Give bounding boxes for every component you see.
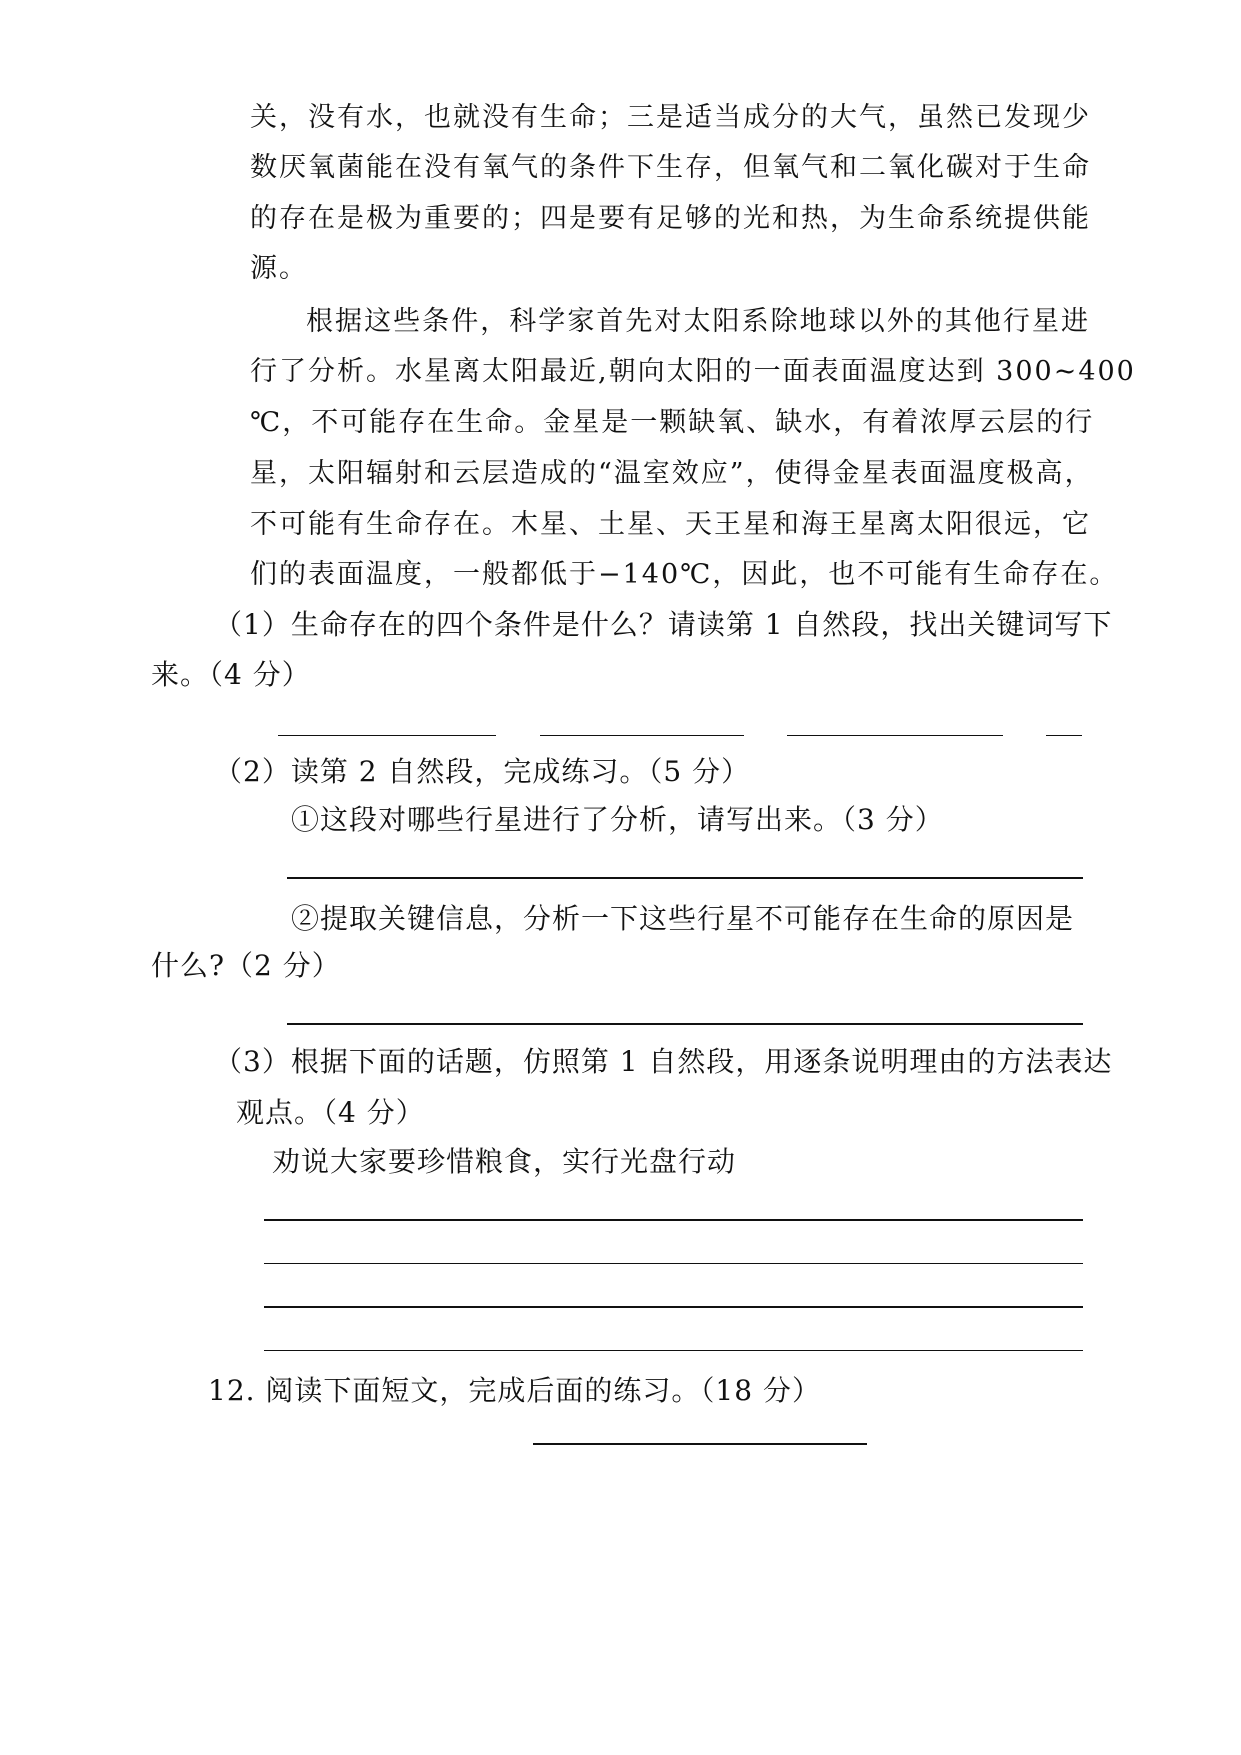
passage-line: 不可能有生命存在。木星、土星、天王星和海王星离太阳很远，它 bbox=[250, 509, 1091, 540]
question-3-topic: 劝说大家要珍惜粮食，实行光盘行动 bbox=[272, 1145, 737, 1178]
answer-blank[interactable] bbox=[278, 735, 496, 736]
passage-line: 星，太阳辐射和云层造成的“温室效应”，使得金星表面温度极高， bbox=[250, 458, 1094, 489]
passage-line: 根据这些条件，科学家首先对太阳系除地球以外的其他行星进 bbox=[306, 306, 1090, 337]
passage-line: ℃，不可能存在生命。金星是一颗缺氧、缺水，有着浓厚云层的行 bbox=[250, 407, 1095, 438]
question-1-text-cont: 来。（4 分） bbox=[151, 658, 311, 691]
question-1-text: （1）生命存在的四个条件是什么？请读第 1 自然段，找出关键词写下 bbox=[214, 608, 1113, 641]
answer-blank[interactable] bbox=[540, 735, 744, 736]
passage-line: 数厌氧菌能在没有氧气的条件下生存，但氧气和二氧化碳对于生命 bbox=[250, 152, 1091, 183]
question-3-text-cont: 观点。（4 分） bbox=[236, 1096, 425, 1129]
passage-line: 的存在是极为重要的；四是要有足够的光和热，为生命系统提供能 bbox=[250, 203, 1091, 234]
question-2-sub-2-cont: 什么?（2 分） bbox=[151, 949, 341, 982]
answer-line[interactable] bbox=[264, 1306, 1083, 1308]
answer-blank[interactable] bbox=[787, 735, 1003, 736]
question-12-title: 12. 阅读下面短文，完成后面的练习。（18 分） bbox=[208, 1374, 821, 1407]
answer-line[interactable] bbox=[287, 877, 1083, 879]
passage-line: 们的表面温度，一般都低于−140℃，因此，也不可能有生命存在。 bbox=[250, 559, 1119, 590]
answer-line[interactable] bbox=[264, 1350, 1083, 1351]
passage-line: 源。 bbox=[250, 253, 308, 284]
answer-line[interactable] bbox=[264, 1219, 1083, 1221]
question-2-sub-1: ①这段对哪些行星进行了分析，请写出来。（3 分） bbox=[291, 803, 944, 836]
answer-blank[interactable] bbox=[1046, 735, 1082, 736]
answer-line[interactable] bbox=[264, 1263, 1083, 1264]
question-3-text: （3）根据下面的话题，仿照第 1 自然段，用逐条说明理由的方法表达 bbox=[214, 1045, 1113, 1078]
passage-line: 关，没有水，也就没有生命；三是适当成分的大气，虽然已发现少 bbox=[250, 102, 1091, 133]
answer-line[interactable] bbox=[287, 1023, 1083, 1025]
question-2-sub-2: ②提取关键信息，分析一下这些行星不可能存在生命的原因是 bbox=[291, 902, 1075, 935]
title-blank[interactable] bbox=[533, 1443, 867, 1445]
passage-line: 行了分析。水星离太阳最近,朝向太阳的一面表面温度达到 300~400 bbox=[250, 356, 1136, 387]
question-2-title: （2）读第 2 自然段，完成练习。（5 分） bbox=[214, 755, 751, 788]
